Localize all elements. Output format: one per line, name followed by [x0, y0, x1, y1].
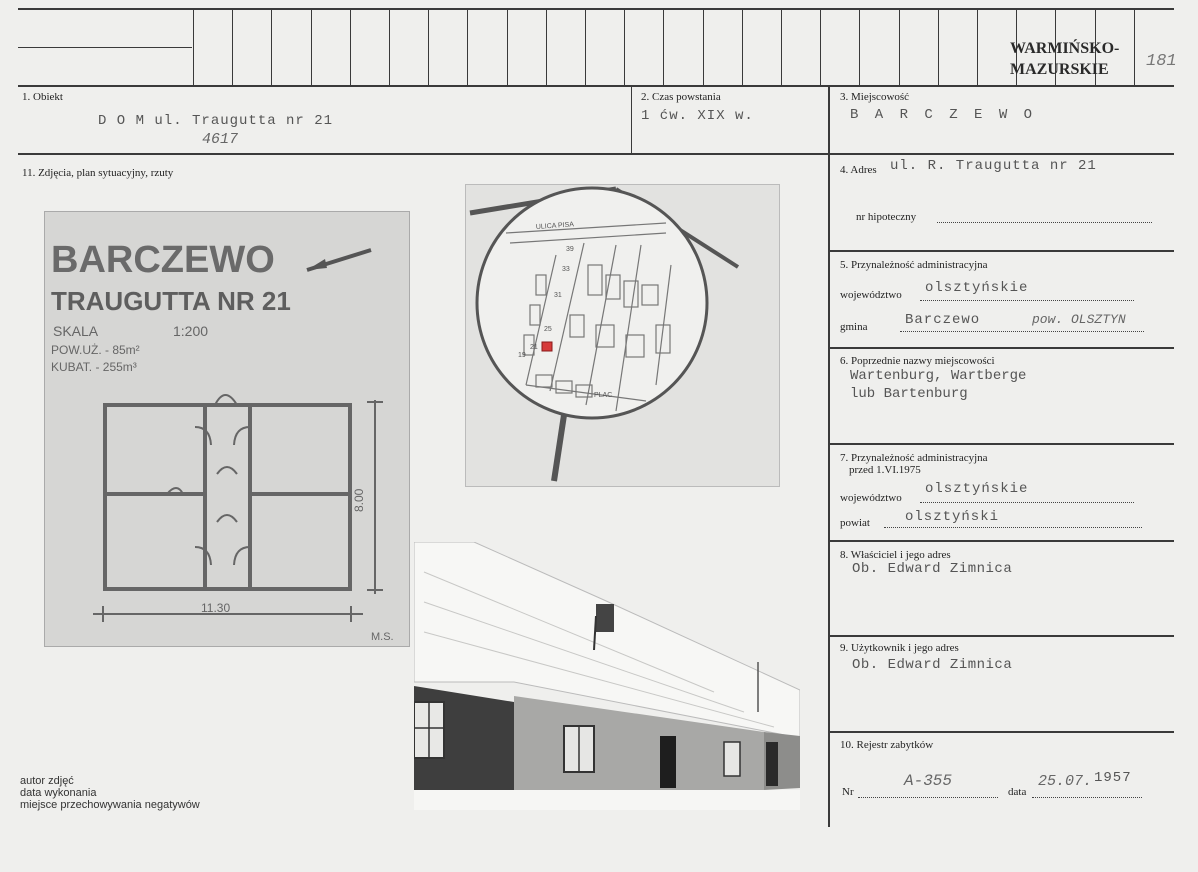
- zdjecia-label: 11. Zdjęcia, plan sytuacyjny, rzuty: [22, 167, 174, 179]
- strip-divider: [389, 10, 390, 85]
- powiat-value: olsztyński: [905, 509, 1000, 525]
- plan-area: POW.UŻ. - 85m²: [51, 343, 140, 357]
- footer-date: data wykonania: [20, 787, 97, 799]
- rejestr-data-label: data: [1008, 786, 1027, 798]
- czas-value: 1 ćw. XIX w.: [641, 108, 754, 124]
- card-number: 181: [1146, 52, 1177, 71]
- wojewodztwo-value: olsztyńskie: [925, 280, 1029, 296]
- wojewodztwo-1975-value: olsztyńskie: [925, 481, 1029, 497]
- uzytkownik-value: Ob. Edward Zimnica: [852, 657, 1013, 673]
- strip-divider: [742, 10, 743, 85]
- footer-notes: [20, 775, 200, 811]
- plan-skala: SKALA: [53, 323, 99, 339]
- poprzednie-line1: Wartenburg, Wartberge: [850, 368, 1027, 384]
- strip-divider: [193, 10, 194, 85]
- rejestr-nr-label: Nr: [842, 786, 854, 798]
- region-label: WARMIŃSKO- MAZURSKIE: [1010, 40, 1120, 78]
- strip-divider: [428, 10, 429, 85]
- plan-title: BARCZEWO: [51, 239, 275, 281]
- site-number: 39: [566, 246, 574, 253]
- strip-divider: [546, 10, 547, 85]
- house-photo: [414, 542, 800, 810]
- plan-initials: M.S.: [371, 631, 394, 643]
- strip-divider: [977, 10, 978, 85]
- strip-divider: [350, 10, 351, 85]
- adres-label: 4. Adres: [840, 164, 877, 176]
- site-number: 31: [554, 292, 562, 299]
- plan-subtitle: TRAUGUTTA NR 21: [51, 286, 291, 316]
- miejscowosc-label: 3. Miejscowość: [840, 91, 910, 103]
- wojewodztwo-1975-label: województwo: [840, 492, 902, 504]
- plan-scale: 1:200: [173, 323, 209, 339]
- site-number: 25: [544, 326, 552, 333]
- strip-divider: [467, 10, 468, 85]
- rejestr-nr-value: A-355: [904, 772, 953, 790]
- gmina-value: Barczewo: [905, 312, 981, 328]
- floor-plan-drawing: [45, 212, 409, 646]
- wlasciciel-value: Ob. Edward Zimnica: [852, 561, 1013, 577]
- strip-divider: [232, 10, 233, 85]
- plan-depth-dim: 8.00: [352, 488, 366, 512]
- strip-divider: [899, 10, 900, 85]
- strip-divider: [1134, 10, 1135, 85]
- site-number: 33: [562, 266, 570, 273]
- hipoteczny-label: nr hipoteczny: [856, 211, 917, 223]
- powiat-label: powiat: [840, 517, 870, 529]
- site-number: 21: [530, 344, 538, 351]
- site-street-bottom: PLAC: [594, 392, 613, 399]
- strip-divider: [271, 10, 272, 85]
- rejestr-data-hand: 25.07.: [1038, 773, 1093, 790]
- obiekt-hand-note: 4617: [202, 131, 239, 148]
- uzytkownik-label: 9. Użytkownik i jego adres: [840, 642, 959, 654]
- site-street-top: ULICA PISA: [535, 221, 575, 231]
- miejscowosc-value: B A R C Z E W O: [850, 107, 1037, 123]
- poprzednie-label: 6. Poprzednie nazwy miejscowości: [840, 355, 995, 367]
- plan-volume: KUBAT. - 255m³: [51, 360, 137, 374]
- strip-divider: [781, 10, 782, 85]
- strip-divider: [624, 10, 625, 85]
- wlasciciel-label: 8. Właściciel i jego adres: [840, 549, 951, 561]
- site-number: 19: [518, 352, 526, 359]
- rejestr-label: 10. Rejestr zabytków: [840, 739, 934, 751]
- wojewodztwo-label: województwo: [840, 289, 902, 301]
- house-photo-image: [414, 542, 800, 810]
- site-map-drawing: [466, 185, 779, 486]
- strip-divider: [585, 10, 586, 85]
- czas-label: 2. Czas powstania: [641, 91, 721, 103]
- przynaleznosc-label: 5. Przynależność administracyjna: [840, 259, 988, 271]
- gmina-label: gmina: [840, 321, 868, 333]
- strip-divider: [311, 10, 312, 85]
- adres-value: ul. R. Traugutta nr 21: [890, 158, 1097, 174]
- strip-divider: [938, 10, 939, 85]
- gmina-hand-note: pow. OLSZTYN: [1032, 312, 1126, 327]
- floor-plan-photo: [44, 211, 410, 647]
- strip-divider: [820, 10, 821, 85]
- strip-divider: [663, 10, 664, 85]
- strip-divider: [507, 10, 508, 85]
- obiekt-value: D O M ul. Traugutta nr 21: [98, 113, 334, 129]
- site-map-photo: [465, 184, 780, 487]
- obiekt-label: 1. Obiekt: [22, 91, 63, 103]
- footer-negatives: miejsce przechowywania negatywów: [20, 799, 200, 811]
- strip-divider: [859, 10, 860, 85]
- plan-width-dim: 11.30: [201, 601, 231, 615]
- poprzednie-line2: lub Bartenburg: [850, 386, 968, 402]
- rejestr-data-year: 1957: [1094, 770, 1132, 786]
- przynaleznosc-1975-label: 7. Przynależność administracyjna przed 1.VI.1975: [840, 452, 988, 476]
- footer-author: autor zdjęć: [20, 775, 74, 787]
- strip-divider: [703, 10, 704, 85]
